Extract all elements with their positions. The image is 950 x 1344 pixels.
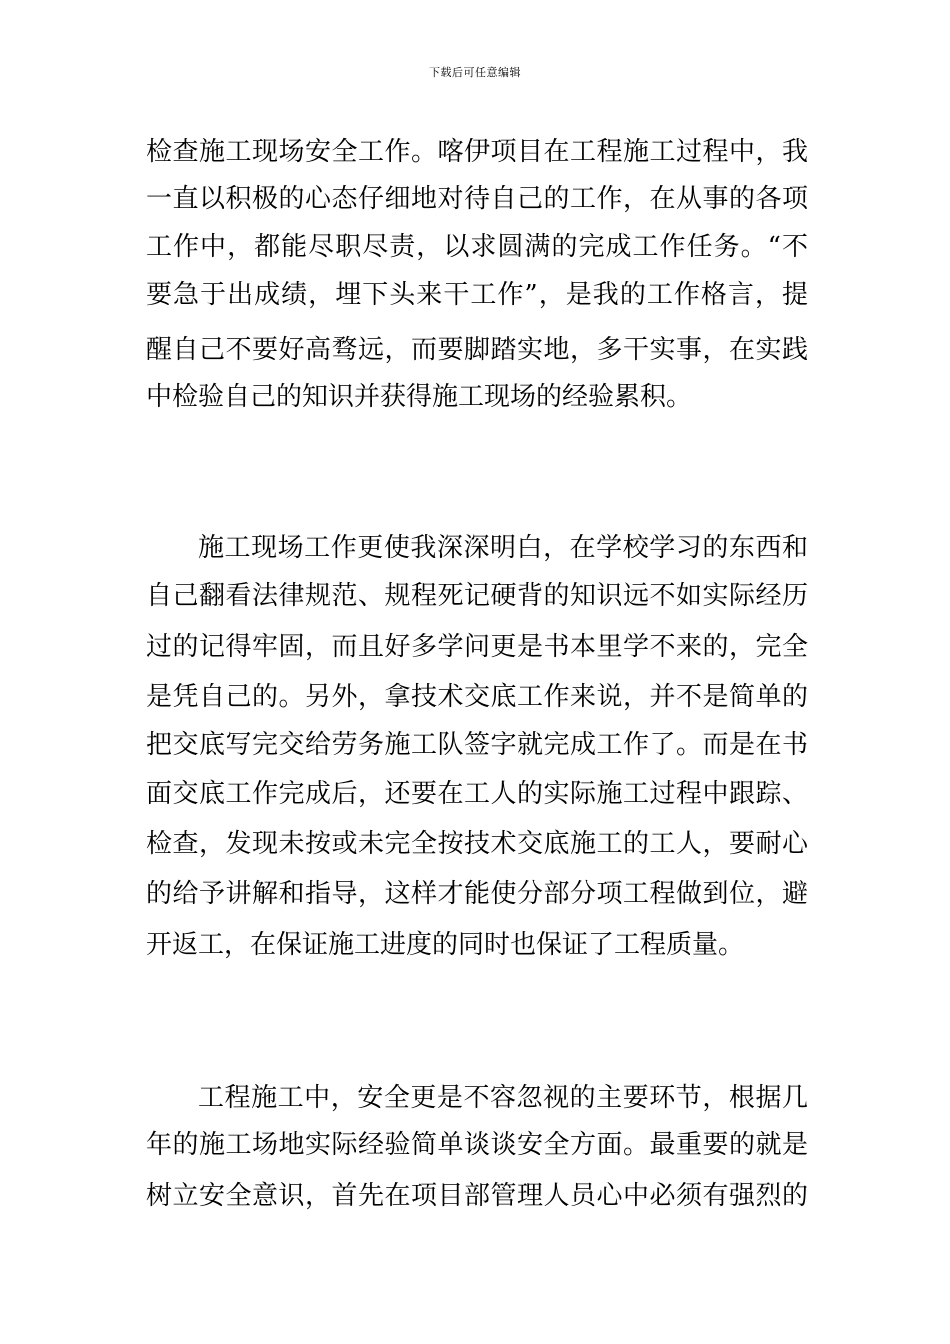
paragraph-line: 一直以积极的心态仔细地对待自己的工作，在从事的各项 — [146, 184, 808, 214]
paragraph-line: 开返工，在保证施工进度的同时也保证了工程质量。 — [146, 930, 745, 960]
paragraph-line: 工作中，都能尽职尽责，以求圆满的完成工作任务。“不 — [146, 232, 808, 262]
paragraph-line: 过的记得牢固，而且好多学问更是书本里学不来的，完全 — [146, 632, 808, 662]
paragraph-line: 工程施工中，安全更是不容忽视的主要环节，根据几 — [198, 1083, 808, 1113]
paragraph-line: 是凭自己的。另外，拿技术交底工作来说，并不是简单的 — [146, 682, 808, 712]
paragraph-line: 检查，发现未按或未完全按技术交底施工的工人，要耐心 — [146, 829, 808, 859]
paragraph-line: 施工现场工作更使我深深明白，在学校学习的东西和 — [198, 533, 808, 563]
paragraph-line: 自己翻看法律规范、规程死记硬背的知识远不如实际经历 — [146, 581, 808, 611]
paragraph-line: 要急于出成绩，埋下头来干工作”，是我的工作格言，提 — [146, 280, 808, 310]
paragraph-line: 检查施工现场安全工作。喀伊项目在工程施工过程中，我 — [146, 137, 808, 167]
download-note: 下载后可任意编辑 — [429, 66, 521, 79]
paragraph-line: 中检验自己的知识并获得施工现场的经验累积。 — [146, 382, 693, 412]
paragraph-line: 的给予讲解和指导，这样才能使分部分项工程做到位，避 — [146, 879, 808, 909]
paragraph-line: 醒自己不要好高骛远，而要脚踏实地，多干实事，在实践 — [146, 335, 808, 365]
paragraph-line: 把交底写完交给劳务施工队签字就完成工作了。而是在书 — [146, 730, 808, 760]
paragraph-line: 面交底工作完成后，还要在工人的实际施工过程中跟踪、 — [146, 779, 808, 809]
paragraph-line: 树立安全意识，首先在项目部管理人员心中必须有强烈的 — [146, 1181, 808, 1211]
paragraph-line: 年的施工场地实际经验简单谈谈安全方面。最重要的就是 — [146, 1130, 808, 1160]
